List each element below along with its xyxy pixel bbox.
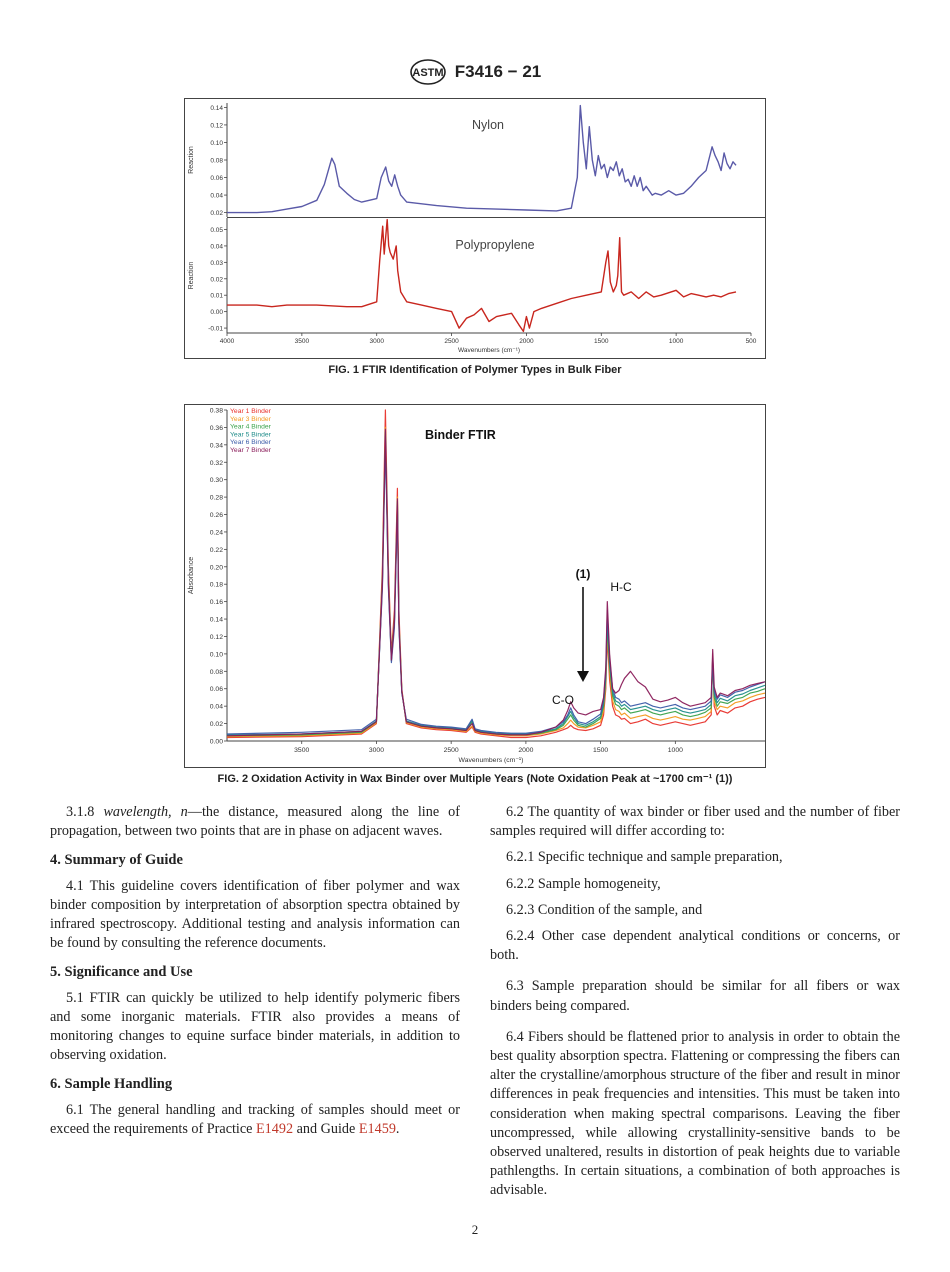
fig2-ytick-label: 0.26 [209, 512, 223, 520]
fig1-ylabel: Reaction [188, 146, 195, 174]
fig2-ytick-label: 0.34 [209, 442, 223, 450]
para-6-2-3: 6.2.3 Condition of the sample, and [506, 901, 703, 918]
link-e1459[interactable]: E1459 [358, 1120, 396, 1137]
fig1-ytick-label: -0.01 [208, 325, 223, 333]
fig2-series-6 [227, 429, 765, 736]
figure-2-caption: FIG. 2 Oxidation Activity in Wax Binder over Multiple Years (Note Oxidation Peak at ~1700 cm⁻¹ (1)) [217, 773, 733, 785]
fig2-legend-entry: Year 6 Binder [230, 439, 271, 447]
fig1-ytick-label: 0.04 [210, 243, 223, 251]
figure-2 [184, 404, 766, 768]
document-designation: F3416 − 21 [454, 62, 542, 81]
fig1-xtick-label: 3000 [369, 338, 384, 345]
fig2-legend-entry: Year 3 Binder [230, 415, 271, 423]
fig2-xtick-label: 3000 [368, 747, 385, 754]
para-6-1-text-2: and Guide [293, 1120, 359, 1137]
section-5-heading: 5. Significance and Use [50, 964, 193, 981]
fig2-legend-entry: Year 4 Binder [230, 423, 271, 431]
fig2-ytick-label: 0.10 [209, 651, 223, 659]
fig2-ytick-label: 0.22 [209, 546, 223, 554]
fig2-xtick-label: 1000 [667, 747, 683, 754]
fig2-ytick-label: 0.36 [209, 424, 223, 432]
fig1-xtick-label: 2000 [519, 338, 534, 345]
fig2-xtick-label: 2500 [443, 747, 459, 754]
para-5-1: 5.1 FTIR can quickly be utilized to help identify polymeric fibers and some inorganic materials. FTIR also provides a means of monitoring changes to equine surface binder materials, in addition to observing oxidation. [50, 989, 460, 1064]
fig2-xtick-label: 1500 [593, 747, 609, 754]
fig1-ytick-label: 0.02 [210, 210, 223, 218]
fig1-ytick-label: 0.08 [210, 157, 223, 165]
fig2-legend-entry: Year 5 Binder [230, 431, 271, 439]
fig1-xtick-label: 1000 [668, 338, 684, 345]
para-6-1-text: 6.1 The general handling and tracking of samples should meet or exceed the requirements of Practice [50, 1101, 460, 1137]
fig1-ytick-label: 0.00 [210, 309, 223, 317]
fig2-ytick-label: 0.12 [209, 633, 223, 641]
link-e1492[interactable]: E1492 [256, 1120, 294, 1137]
fig2-xtick-label: 2000 [518, 747, 534, 754]
fig1-ytick-label: 0.01 [210, 292, 223, 300]
fig1-ytick-label: 0.14 [210, 104, 223, 112]
fig1-xtick-label: 2500 [444, 338, 459, 345]
page-header [0, 58, 950, 86]
fig1-xtick-label: 1500 [594, 338, 609, 345]
definition-text: —the distance, measured along the line of propagation, between two points that are in phase on adjacent waves. [50, 804, 460, 840]
fig2-ytick-label: 0.32 [209, 459, 223, 467]
fig1-ytick-label: 0.10 [210, 139, 223, 147]
fig1-ytick-label: 0.12 [210, 122, 223, 130]
fig2-annotation-marker: (1) [575, 567, 591, 581]
fig2-legend-entry: Year 1 Binder [230, 408, 271, 415]
fig2-ytick-label: 0.04 [209, 703, 223, 711]
fig1-ytick-label: 0.06 [210, 175, 223, 183]
fig2-ytick-label: 0.20 [209, 564, 223, 572]
para-6-4: 6.4 Fibers should be flattened prior to analysis in order to obtain the best quality absorption spectra. Flattening or compressing the fibers can alter the crystalline/amorphous structure of the fiber and result in minor differences in peak frequencies and intensities. This must be taken into consideration when making spectral comparisons. Leaving the fiber uncompressed, while allowing crystallinity-sensitive bands to be observed unaltered, results in distortion of peak heights due to variable pathlengths. In certain situations, a combination of both approaches is advisable. [490, 1028, 900, 1199]
astm-logo-text: ASTM [412, 67, 444, 79]
fig2-ytick-label: 0.38 [209, 407, 223, 415]
fig2-ytick-label: 0.30 [209, 477, 223, 485]
para-number: 3.1.8 [66, 804, 104, 820]
section-6-heading: 6. Sample Handling [50, 1076, 173, 1093]
fig2-ytick-label: 0.14 [209, 616, 223, 624]
fig1-ytick-label: 0.04 [210, 192, 223, 200]
fig1-ytick-label: 0.02 [210, 276, 223, 284]
fig1-ytick-label: 0.03 [210, 259, 223, 267]
fig1-ytick-label: 0.05 [210, 227, 223, 234]
fig2-series-3 [227, 432, 765, 736]
fig2-ytick-label: 0.06 [209, 686, 223, 694]
fig1-xlabel: Wavenumbers (cm⁻¹) [457, 347, 521, 354]
fig2-annotation-co: C-O [552, 693, 574, 707]
para-6-3: 6.3 Sample preparation should be similar for all fibers or wax binders being compared. [490, 978, 900, 1014]
right-column [490, 803, 900, 1208]
para-6-1-end: . [395, 1120, 400, 1137]
fig1-xtick-label: 4000 [219, 338, 235, 345]
fig2-annotation-hc: H-C [610, 580, 632, 594]
fig2-ytick-label: 0.02 [209, 721, 223, 729]
fig2-series-4 [227, 436, 765, 735]
fig2-series-2 [227, 427, 765, 736]
fig1-ylabel: Reaction [188, 261, 195, 290]
para-6-2-4: 6.2.4 Other case dependent analytical conditions or concerns, or both. [490, 928, 900, 964]
fig1-panel-title: Polypropylene [455, 238, 535, 252]
fig2-ytick-label: 0.24 [209, 529, 223, 537]
term-wavelength: wavelength, n [103, 804, 188, 820]
fig2-ylabel: Absorbance [188, 556, 195, 595]
fig1-xtick-label: 3500 [294, 338, 310, 345]
para-3-1-8 [50, 803, 460, 841]
fig2-xlabel: Wavenumbers (cm⁻¹) [458, 757, 524, 764]
figure-1 [184, 98, 766, 359]
fig2-annotation-arrow-head [577, 671, 589, 682]
fig2-legend-entry: Year 7 Binder [230, 447, 271, 454]
fig1-chart [185, 99, 765, 358]
page-number: 2 [471, 1222, 479, 1237]
fig1-series-polypropylene [227, 220, 736, 332]
para-4-1: 4.1 This guideline covers identification of fiber polymer and wax binder composition by interpretation of absorption spectra obtained by infrared spectroscopy. Additional testing and analysis information can be found by consulting the reference documents. [50, 877, 460, 952]
fig2-ytick-label: 0.08 [209, 668, 223, 676]
left-column [50, 803, 460, 1146]
fig2-ytick-label: 0.16 [209, 599, 223, 607]
fig2-ytick-label: 0.18 [209, 581, 223, 589]
section-4-heading: 4. Summary of Guide [50, 852, 183, 869]
fig2-ytick-label: 0.28 [209, 494, 223, 502]
fig2-series-5 [227, 441, 765, 735]
fig2-series-1 [227, 410, 765, 738]
para-6-1 [50, 1101, 460, 1139]
astm-logo-icon [409, 58, 447, 86]
para-6-2-2: 6.2.2 Sample homogeneity, [506, 875, 661, 892]
fig2-chart [185, 405, 765, 767]
fig1-panel-title: Nylon [472, 118, 504, 132]
para-6-2: 6.2 The quantity of wax binder or fiber used and the number of fiber samples required will differ according to: [490, 804, 900, 840]
fig2-title: Binder FTIR [425, 428, 496, 442]
fig1-xtick-label: 500 [745, 338, 757, 345]
fig2-xtick-label: 3500 [294, 747, 310, 754]
figure-1-caption: FIG. 1 FTIR Identification of Polymer Types in Bulk Fiber [328, 364, 622, 376]
para-6-2-1: 6.2.1 Specific technique and sample preparation, [506, 849, 783, 866]
fig2-ytick-label: 0.00 [209, 738, 223, 746]
